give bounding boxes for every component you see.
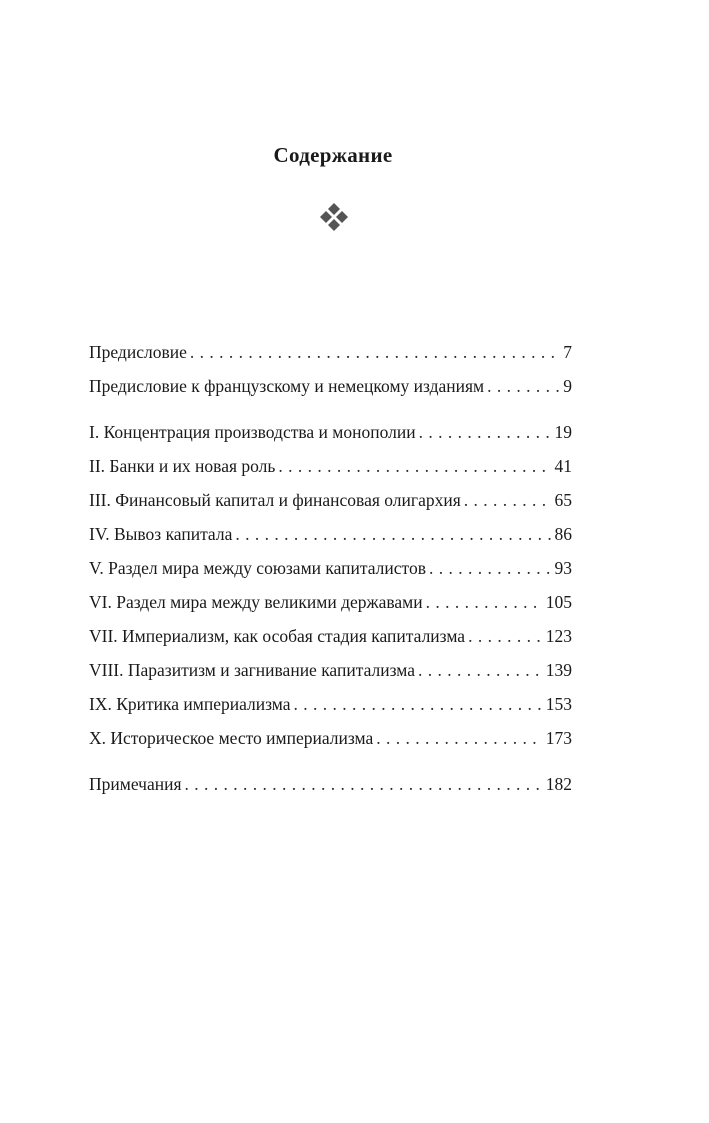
toc-entry-page: 93 [554,558,572,578]
toc-dot-leader [419,415,552,449]
toc-entry-label: Примечания [89,774,182,794]
toc-dot-leader [464,483,552,517]
toc-dot-leader [487,369,560,403]
toc-entry-preface-french-german[interactable] [89,369,572,403]
toc-entry-chapter-3[interactable] [89,483,572,517]
toc-entry-label: II. Банки и их новая роль [89,456,276,476]
toc-dot-leader [468,619,543,653]
toc-entry-page: 105 [545,592,572,612]
toc-dot-leader [190,335,560,369]
toc-entry-label: X. Историческое место империализма [89,728,374,748]
toc-entry-label: IX. Критика империализма [89,694,291,714]
ornament-diamond-top [328,203,340,215]
toc-entry-label: VIII. Паразитизм и загнивание капитализма [89,660,415,680]
toc-dot-leader [429,551,552,585]
toc-entry-preface[interactable] [89,335,572,369]
toc-dot-leader [376,721,543,755]
toc-entry-chapter-9[interactable] [89,687,572,721]
four-diamonds-ornament-icon [318,201,350,233]
toc-entry-page: 139 [545,660,572,680]
ornament-diamond-bottom [328,219,340,231]
toc-entry-page: 19 [554,422,572,442]
ornament-diamond-left [320,211,332,223]
toc-entry-page: 153 [545,694,572,714]
toc-entry-label: Предисловие [89,342,187,362]
toc-dot-leader [278,449,551,483]
toc-dot-leader [185,767,543,801]
toc-entry-chapter-10[interactable] [89,721,572,755]
toc-entry-page: 86 [554,524,572,544]
toc-entry-page: 9 [563,376,572,396]
toc-entry-label: I. Концентрация производства и монополии [89,422,416,442]
toc-entry-label: V. Раздел мира между союзами капиталистов [89,558,426,578]
ornament-diamond-right [336,211,348,223]
toc-dot-leader [294,687,543,721]
toc-entry-page: 41 [554,456,572,476]
toc-entry-chapter-8[interactable] [89,653,572,687]
toc-entry-chapter-2[interactable] [89,449,572,483]
toc-entry-page: 123 [545,626,572,646]
toc-entry-page: 173 [545,728,572,748]
toc-entry-label: III. Финансовый капитал и финансовая олигархия [89,490,461,510]
table-of-contents [89,335,572,801]
toc-dot-leader [418,653,543,687]
toc-dot-leader [235,517,551,551]
toc-dot-leader [426,585,543,619]
toc-entry-page: 65 [554,490,572,510]
page-title: Содержание [273,143,393,167]
toc-entry-chapter-7[interactable] [89,619,572,653]
toc-entry-chapter-1[interactable] [89,415,572,449]
toc-entry-notes[interactable] [89,767,572,801]
toc-entry-label: IV. Вывоз капитала [89,524,233,544]
toc-entry-chapter-4[interactable] [89,517,572,551]
toc-entry-label: Предисловие к французскому и немецкому изданиям [89,376,485,396]
toc-entry-label: VII. Империализм, как особая стадия капитализма [89,626,466,646]
toc-entry-label: VI. Раздел мира между великими державами [89,592,423,612]
toc-entry-chapter-5[interactable] [89,551,572,585]
toc-entry-chapter-6[interactable] [89,585,572,619]
toc-entry-page: 182 [545,774,572,794]
toc-entry-page: 7 [563,342,572,362]
